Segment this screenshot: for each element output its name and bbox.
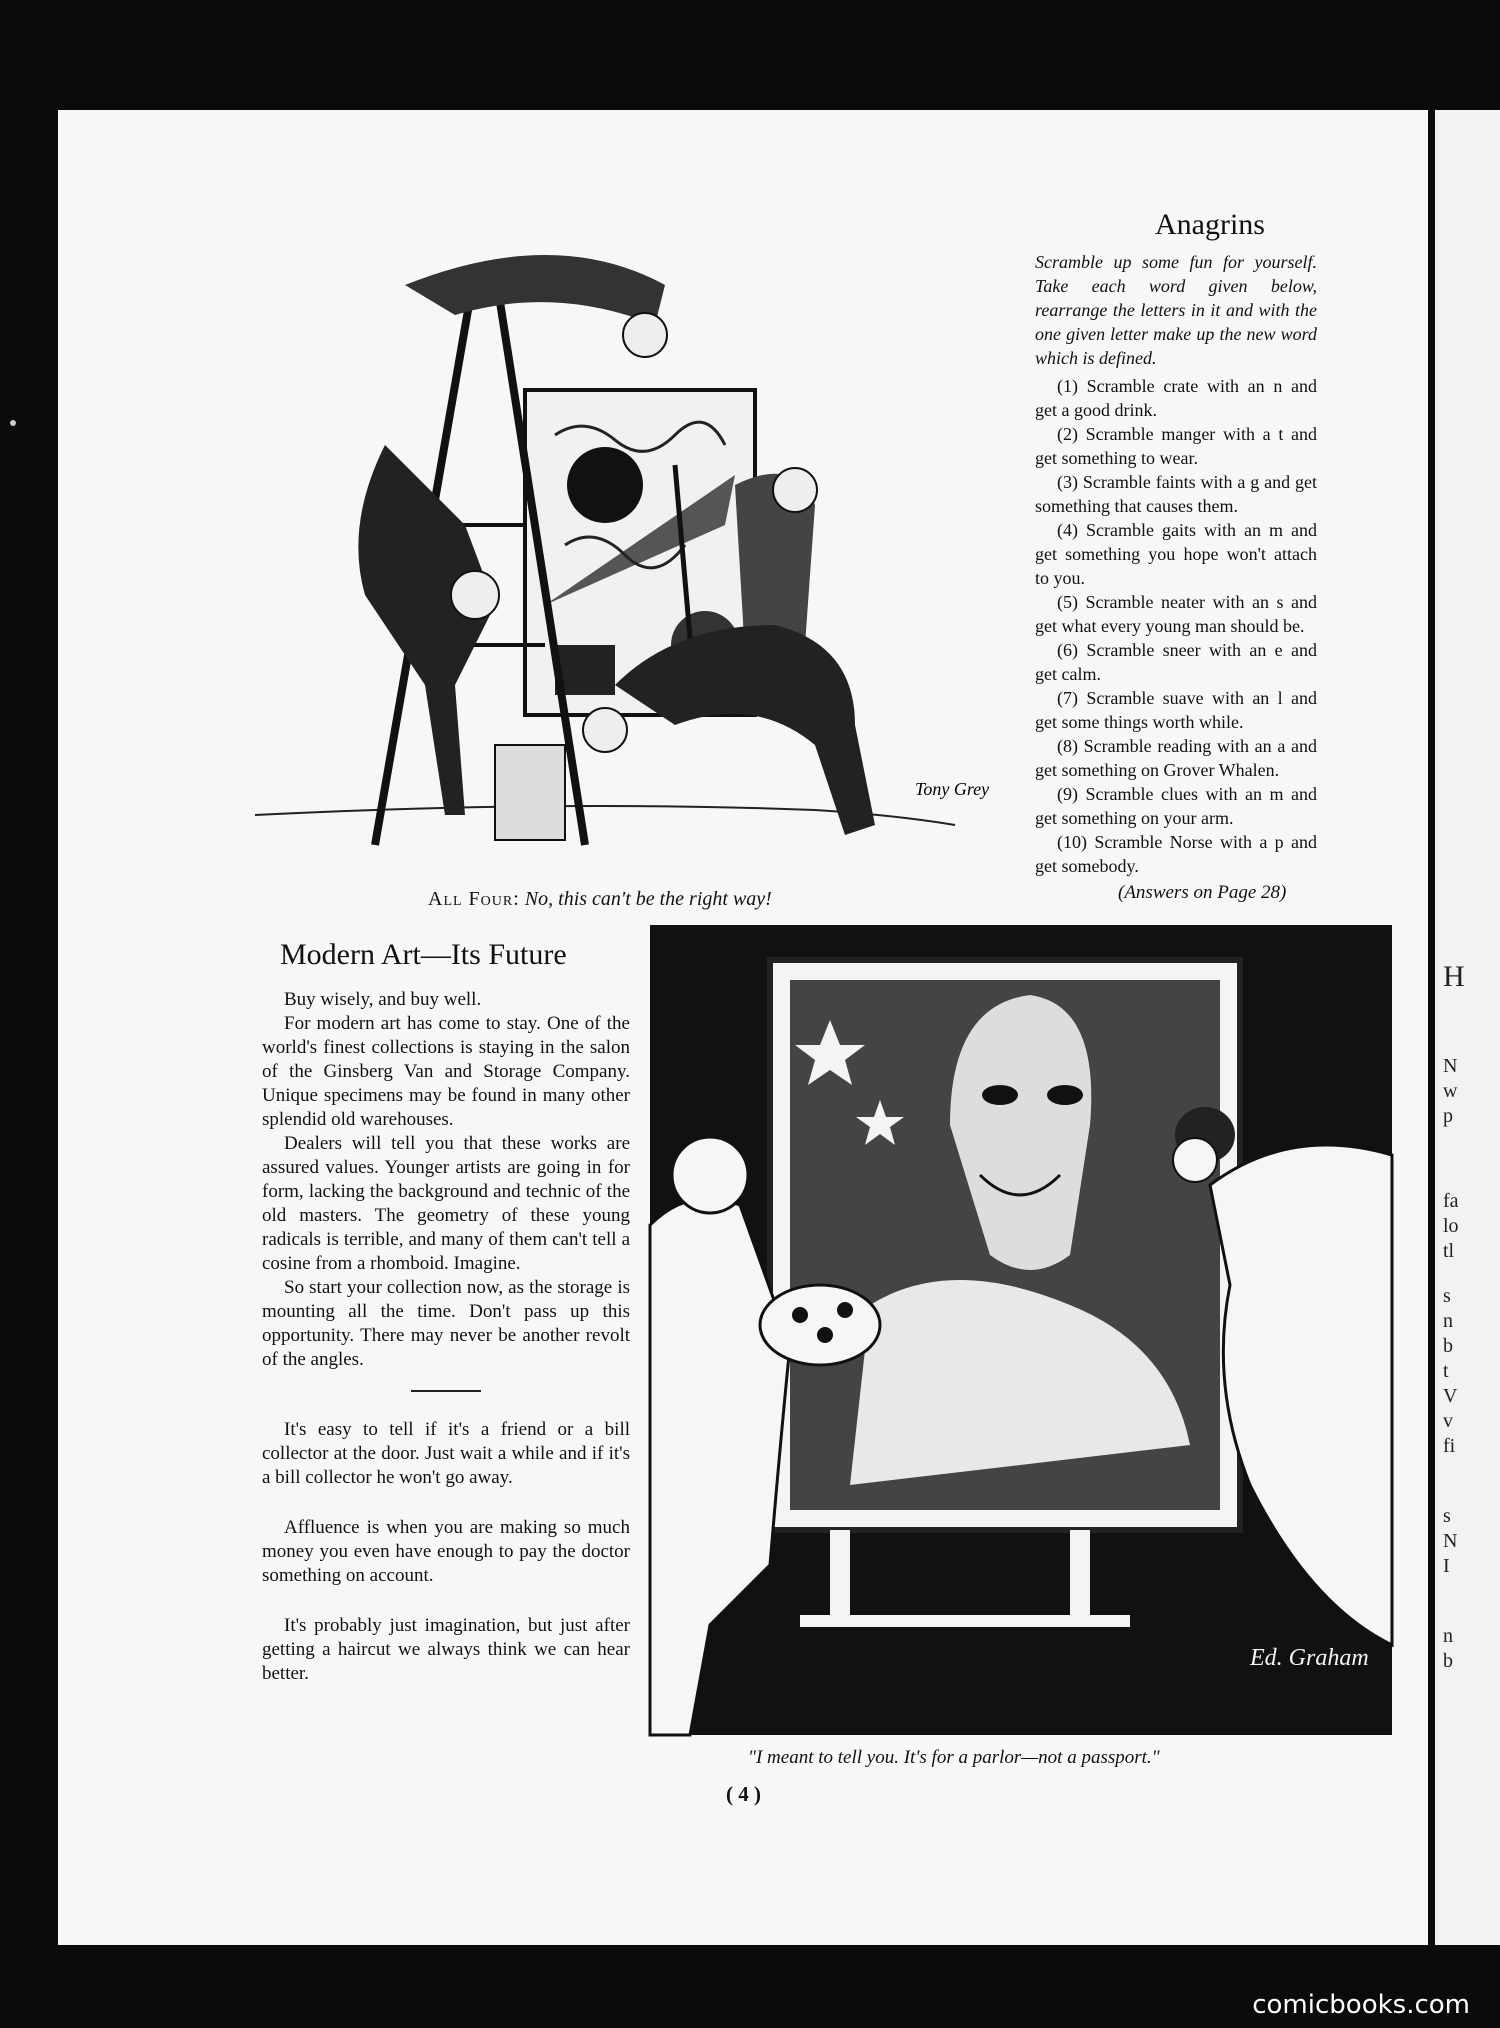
facing-letter: fi: [1443, 1435, 1456, 1457]
facing-letter: I: [1443, 1555, 1450, 1577]
facing-letter: p: [1443, 1105, 1453, 1127]
article-paragraph: Dealers will tell you that these works are assured values. Younger artists are going in for form, lacking the background and technic of the old masters. The geometry of these young radicals is terrible, and many of them can't tell a cosine from a rhomboid. Imagine.: [262, 1133, 630, 1274]
top-cartoon-illustration: [255, 225, 990, 855]
facing-letter: w: [1443, 1080, 1458, 1102]
facing-letter: N: [1443, 1530, 1458, 1552]
facing-letter: fa: [1443, 1190, 1459, 1212]
facing-letter: n: [1443, 1625, 1453, 1647]
man-peeking: [358, 445, 499, 815]
caption-text: No, this can't be the right way!: [524, 888, 772, 910]
site-watermark: comicbooks.com: [1252, 1990, 1470, 2020]
anagram-item: (6) Scramble sneer with an e and get calm.: [1035, 640, 1317, 684]
page-number: ( 4 ): [726, 1782, 761, 1806]
anagram-item: (7) Scramble suave with an l and get some things worth while.: [1035, 688, 1317, 732]
facing-letter: n: [1443, 1310, 1453, 1332]
facing-letter: H: [1443, 960, 1465, 993]
top-cartoon-signature: Tony Grey: [915, 779, 990, 799]
man-on-ladder: [405, 255, 667, 357]
portrait-painting: [770, 960, 1240, 1530]
bottom-cartoon-signature: Ed. Graham: [1250, 1645, 1369, 1671]
anagrins-list: [1035, 374, 1317, 878]
answers-note: (Answers on Page 28): [1118, 882, 1287, 903]
scan-speck: [10, 420, 16, 426]
modern-art-title: Modern Art—Its Future: [280, 938, 567, 971]
anagrins-title: Anagrins: [1155, 208, 1265, 241]
section-divider: [411, 1390, 481, 1392]
joke-paragraph: Affluence is when you are making so much money you even have enough to pay the doctor something on account.: [262, 1517, 630, 1586]
anagram-item: (4) Scramble gaits with an m and get something you hope won't attach to you.: [1035, 520, 1317, 588]
caption-prefix: All Four:: [428, 888, 520, 910]
bottom-cartoon-caption: "I meant to tell you. It's for a parlor—not a passport.": [748, 1747, 1160, 1768]
anagram-item: (5) Scramble neater with an s and get what every young man should be.: [1035, 592, 1317, 636]
anagram-item: (10) Scramble Norse with a p and get somebody.: [1035, 832, 1317, 876]
anagrins-intro: Scramble up some fun for yourself. Take each word given below, rearrange the letters in it and with the one given letter make up the new word which is defined.: [1035, 252, 1317, 368]
facing-letter: b: [1443, 1650, 1453, 1672]
article-paragraph: Buy wisely, and buy well.: [284, 989, 482, 1010]
joke-paragraph: It's easy to tell if it's a friend or a bill collector at the door. Just wait a while and if it's a bill collector he won't go away.: [262, 1419, 630, 1488]
facing-letter: lo: [1443, 1215, 1459, 1237]
facing-letter: N: [1443, 1055, 1458, 1077]
anagram-item: (9) Scramble clues with an m and get something on your arm.: [1035, 784, 1317, 828]
facing-letter: v: [1443, 1410, 1453, 1432]
facing-letter: tl: [1443, 1240, 1455, 1262]
anagram-item: (2) Scramble manger with a t and get something to wear.: [1035, 424, 1317, 468]
facing-page-edge: [1435, 110, 1500, 1945]
facing-letter: V: [1443, 1385, 1458, 1407]
joke-paragraph: It's probably just imagination, but just after getting a haircut we always think we can hear better.: [262, 1615, 630, 1684]
facing-letter: b: [1443, 1335, 1453, 1357]
modern-art-body: [262, 988, 630, 1686]
bottom-cartoon-illustration: [650, 925, 1392, 1735]
anagram-item: (1) Scramble crate with an n and get a good drink.: [1035, 376, 1317, 420]
facing-letter: t: [1443, 1360, 1449, 1382]
anagram-item: (8) Scramble reading with an a and get something on Grover Whalen.: [1035, 736, 1317, 780]
anagram-item: (3) Scramble faints with a g and get something that causes them.: [1035, 472, 1317, 516]
article-paragraph: So start your collection now, as the storage is mounting all the time. Don't pass up this opportunity. There may never be another revolt of the angles.: [262, 1277, 630, 1370]
top-cartoon-caption: [428, 888, 772, 911]
facing-letter: s: [1443, 1285, 1451, 1307]
article-paragraph: For modern art has come to stay. One of the world's finest collections is staying in the salon of the Ginsberg Van and Storage Company. Unique specimens may be found in many other splendid old warehouses.: [262, 1013, 630, 1130]
facing-letter: s: [1443, 1505, 1451, 1527]
